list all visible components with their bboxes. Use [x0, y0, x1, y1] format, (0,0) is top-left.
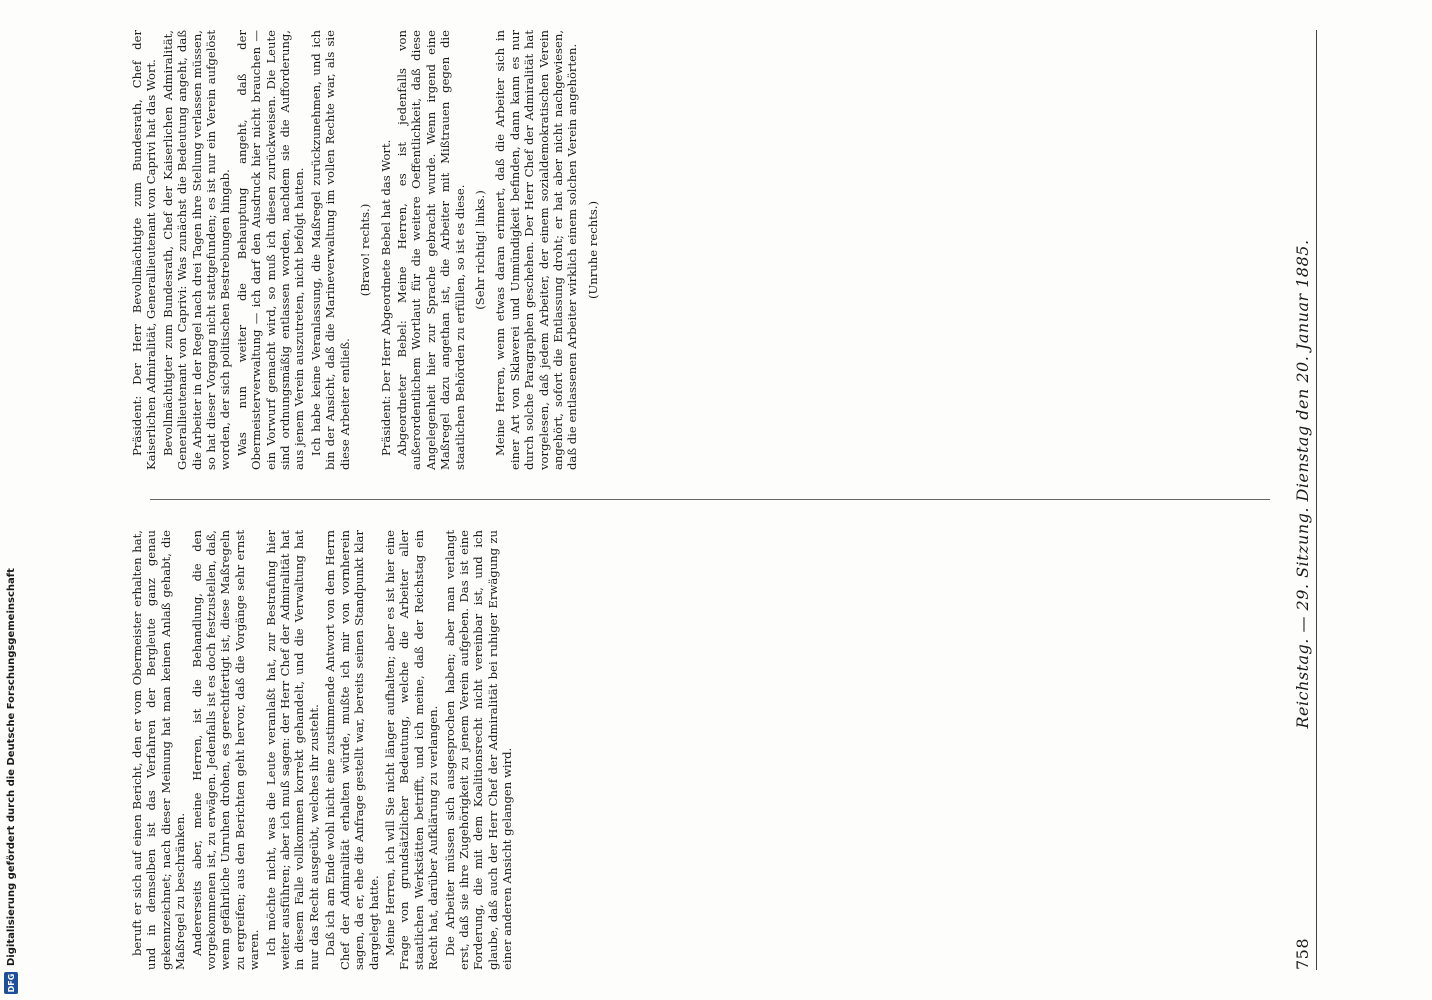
left-column — [130, 530, 1280, 970]
reaction-bravo: (Bravo! rechts.) — [358, 203, 373, 297]
left-paragraph: Die Arbeiter müssen sich ausgesprochen haben; aber man verlangt erst, daß sie ihre Zugehörigkeit zu jenem Verein aufgeben. Das ist eine Forderung, die mit dem Koalitionsrecht nicht vereinbar ist, und ich glaube, daß auch der Herr Chef der Admiralität bei ruhiger Erwägung zu einer anderen Ansicht gelangen wird. — [442, 530, 515, 970]
page-number: 758 — [1292, 937, 1312, 970]
right-paragraph: Ich habe keine Veranlassung, die Maßregel zurückzunehmen, und ich bin der Ansicht, daß die Marineverwaltung im vollen Rechte war, als sie diese Arbeiter entließ. — [308, 30, 352, 470]
column-divider — [150, 499, 1270, 500]
closing-paragraph: Meine Herren, wenn etwas daran erinnert, daß die Arbeiter sich in einer Art von Sklaverei und Unmündigkeit befinden, dann kann es nur durch solche Paragraphen geschehen. Der Herr Chef der Admiralität hat vorgelesen, daß jedem Arbeiter, der einem sozialdemokratischen Verein angehört, sofort die Entlassung droht; er hat aber nicht nachgewiesen, daß die entlassenen Arbeiter wirklich einem solchen Verein angehörten. — [493, 30, 580, 470]
header-rule — [1316, 30, 1317, 970]
reaction-sehr-richtig: (Sehr richtig! links.) — [472, 190, 487, 310]
left-paragraph: Daß ich am Ende wohl nicht eine zustimmende Antwort von dem Herrn Chef der Admiralität erhalten würde, mußte ich mir von vornherein sagen, da er, ehe die Anfrage gestellt war, bereits seinen Standpunkt klar dargelegt hatte. — [323, 530, 381, 970]
running-title: Reichstag. — 29. Sitzung. Dienstag den 20. Januar 1885. — [1292, 239, 1312, 729]
left-paragraph: beruft er sich auf einen Bericht, den er vom Obermeister erhalten hat, und in demselben ist das Verfahren der Bergleute ganz genau gekennzeichnet; nach dieser Meinung hat man keinen Anlaß gehabt, die Maßregel zu beschränken. — [130, 530, 188, 970]
president-second: Präsident: Der Herr Abgeordnete Bebel hat das Wort. — [378, 139, 393, 456]
right-paragraph: Was nun weiter die Behauptung angeht, daß der Obermeisterverwaltung — ich darf den Ausdruck hier nicht brauchen — ein Vorwurf gemacht wird, so muß ich diesen zurückweisen. Die Leute sind ordnungsmäßig entlassen worden, nachdem sie die Aufforderung, aus jenem Verein auszutreten, nicht befolgt hatten. — [234, 30, 307, 470]
president-intro: Präsident: Der Herr Bevollmächtigte zum Bundesrath, Chef der Kaiserlichen Admiralität, Generallieutenant von Caprivi hat das Wort. — [130, 30, 159, 470]
right-column — [130, 30, 1280, 470]
page-header — [1290, 30, 1314, 970]
left-paragraph: Andererseits aber, meine Herren, ist die Behandlung, die den vorgekommenen ist, zu erwägen. Jedenfalls ist es doch festzustellen, daß, wenn gefährliche Unruhen drohen, es gerechtfertigt ist, diese Maßregeln zu ergreifen; aus den Berichten geht hervor, daß die Vorgänge sehr ernst waren. — [189, 530, 262, 970]
left-paragraph: Ich möchte nicht, was die Leute veranlaßt hat, zur Bestrafung hier weiter ausführen; aber ich muß sagen: der Herr Chef der Admiralität hat in diesem Falle vollkommen korrekt gehandelt, und die Verwaltung hat nur das Recht ausgeübt, welches ihr zusteht. — [263, 530, 321, 970]
left-paragraph: Meine Herren, ich will Sie nicht länger aufhalten; aber es ist hier eine Frage von grundsätzlicher Bedeutung, welche die Arbeiter aller staatlichen Werkstätten betrifft, und ich meine, daß der Reichstag ein Recht hat, darüber Aufklärung zu verlangen. — [382, 530, 441, 970]
dfg-logo-icon: DFG — [4, 972, 18, 994]
reaction-unruhe: (Unruhe rechts.) — [585, 201, 600, 299]
right-paragraph: Bevollmächtigter zum Bundesrath, Chef der Kaiserlichen Admiralität, Generallieutenant von Caprivi: Was zunächst die Bedeutung angeht, daß die Arbeiter in der Regel nach drei Tagen ihre Stellung verlassen müssen, so hat dieser Vorgang nicht stattgefunden; es ist nur ein Verein aufgelöst worden, der sich politischen Bestrebungen hingab. — [160, 30, 233, 470]
digitization-credit — [0, 0, 22, 1000]
bebel-speech: Abgeordneter Bebel: Meine Herren, es ist jedenfalls von außerordentlichem Wortlaut für die weitere Oeffentlichkeit, daß diese Angelegenheit hier zur Sprache gebracht wurde. Wenn irgend eine Maßregel dazu angethan ist, die Arbeiter mit Mißtrauen gegen die staatlichen Behörden zu erfüllen, so ist es diese. — [394, 30, 467, 470]
digitization-credit-text: Digitalisierung gefördert durch die Deutsche Forschungsgemeinschaft — [5, 568, 17, 966]
